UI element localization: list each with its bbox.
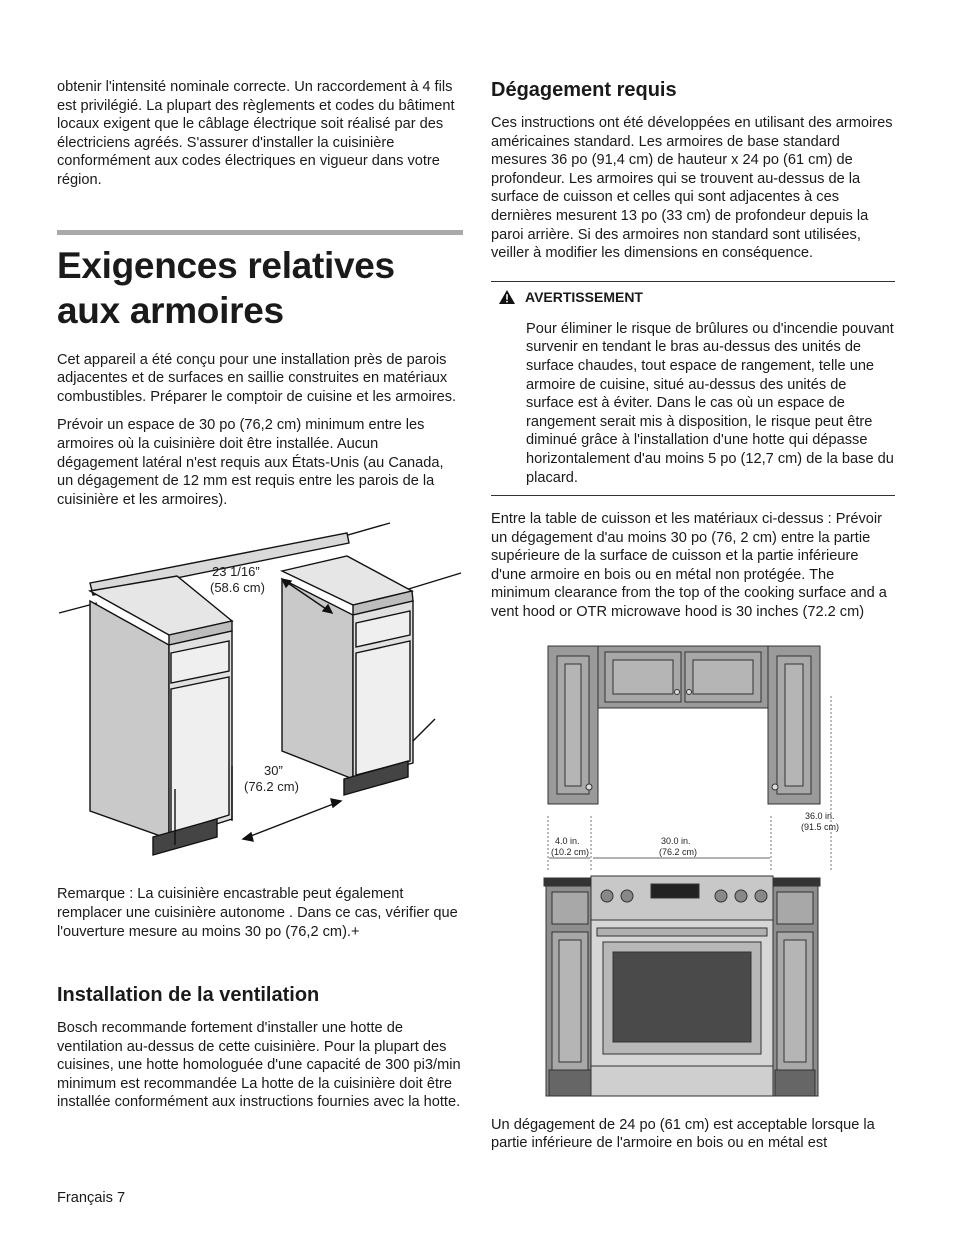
ventilation-paragraph: Bosch recommande fortement d'installer une hotte de ventilation au-dessus de cette cuisinière. Pour la plupart des cuisines, une hotte homologuée d'une capacité de 300 pi3/min minimum est recommandée La hotte de la cuisinière doit être installée conformément aux instructions fournies avec la hotte. [57,1020,461,1111]
cabinet-opening-figure [57,521,463,861]
intro-paragraph: obtenir l'intensité nominale correcte. Un raccordement à 4 fils est privilégié. La plupart des règlements et codes du bâtiment locaux exigent que le câblage électrique soit réalisé par des électriciens agréés. S'assurer d'installer la cuisinière conformément aux codes électriques en vigueur dans votre région. [57,79,455,188]
depth-label: 23 1/16” [212,564,260,580]
height-cm-label: (91.5 cm) [801,821,840,832]
ventilation-heading: Installation de la ventilation [57,984,320,1007]
warning-header [491,286,895,308]
warning-box [491,281,895,496]
clearance-paragraph: Ces instructions ont été développées en utilisant des armoires américaines standard. Les armoires de base standard mesures 36 po (91,4 cm) de hauteur x 24 po (61 cm) de profondeur. Les armoires qui se trouvent au-dessus de la surface de cuisson et celles qui sont adjacentes à ces dernières mesurent 13 po (33 cm) de profondeur depuis la paroi arrière. Si des armoires non standard sont utilisées, veiller à modifier les dimensions en conséquence. [491,115,893,262]
warning-triangle-icon [499,290,515,304]
side-clearance-cm-label: (10.2 cm) [551,846,590,857]
cabinet-paragraph-1: Cet appareil a été conçu pour une installation près de parois adjacentes et de surfaces en saillie construites en matériaux combustibles. Préparer le comptoir de cuisine et les armoires. [57,351,457,405]
width-in-label: 30.0 in. [661,835,691,846]
between-paragraph: Entre la table de cuisson et les matériaux ci-dessus : Prévoir un dégagement d'au moins 30 po (76, 2 cm) entre la partie supérieure de la surface de cuisson et la partie inférieure d'une armoire en bois ou en métal non protégée. The minimum clearance from the top of the cooking surface and a vent hood or OTR microwave hood is 30 inches (72.2 cm) [491,511,887,621]
right-column [491,78,895,1153]
height-in-label: 36.0 in. [805,810,835,821]
depth-metric-label: (58.6 cm) [210,580,265,596]
section-divider [57,230,463,235]
clearance-heading: Dégagement requis [491,79,677,101]
side-clearance-in-label: 4.0 in. [555,835,580,846]
width-label: 30” [264,763,283,779]
remark-paragraph: Remarque : La cuisinière encastrable peut également remplacer une cuisinière autonome . Dans ce cas, vérifier que l'ouverture mesure au moins 30 po (76,2 cm).+ [57,886,458,940]
range-clearance-figure [491,632,895,1102]
width-cm-label: (76.2 cm) [659,846,698,857]
section-title [57,243,463,333]
page-footer: Français 7 [57,1190,126,1206]
title-line-2: aux armoires [57,289,284,331]
left-column [57,78,463,1112]
bottom-paragraph: Un dégagement de 24 po (61 cm) est acceptable lorsque la partie inférieure de l'armoire en bois ou en métal est [491,1116,875,1152]
cabinet-paragraph-2: Prévoir un espace de 30 po (76,2 cm) minimum entre les armoires où la cuisinière doit être installée. Aucun dégagement latéral n'est requis aux États-Unis (au Canada, un dégagement de 12 mm est requis entre les parois de la cuisinière et les armoires). [57,417,444,508]
title-line-1: Exigences relatives [57,244,395,286]
width-metric-label: (76.2 cm) [244,779,299,795]
warning-text: Pour éliminer le risque de brûlures ou d'incendie pouvant survenir en tendant le bras au-dessus des unités de surface chaudes, tout espace de rangement, telle une armoire de cuisine, situé au-dessus des unités de surface est à éviter. Dans le cas où un espace de rangement serait mis à disposition, le risque peut être diminué grâce à l'installation d'une hotte qui dépasse horizontalement d'au moins 5 po (12,7 cm) de la base du placard. [526,320,894,486]
warning-title: AVERTISSEMENT [525,288,643,305]
